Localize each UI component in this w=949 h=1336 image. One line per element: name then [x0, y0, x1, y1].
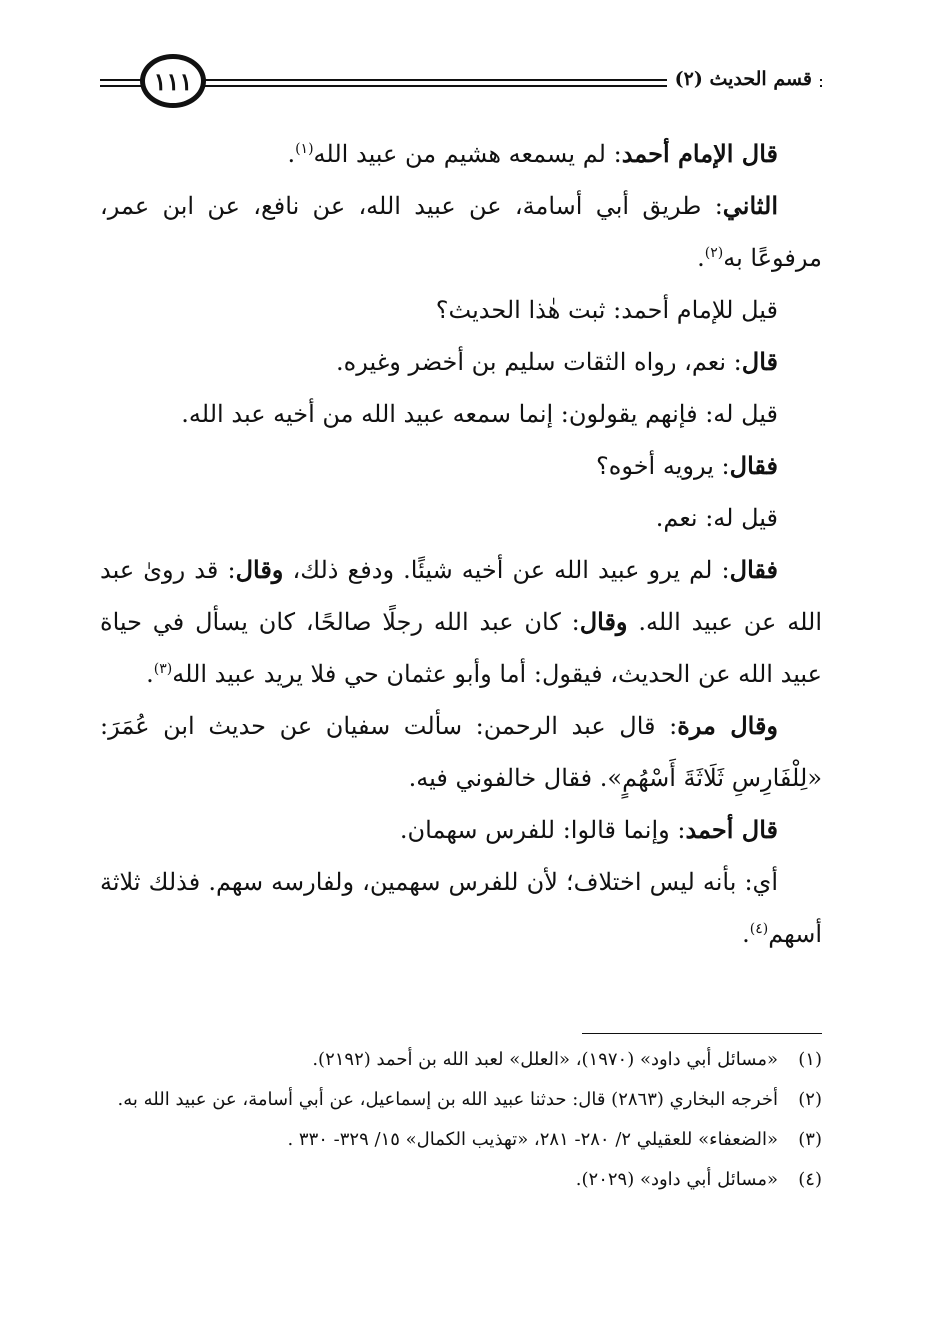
footnote-number: (٤): [798, 1169, 822, 1190]
speaker-label: فقال: [729, 555, 778, 584]
footnote-number: (٣): [798, 1129, 822, 1150]
speaker-label: وقال مرة: [677, 711, 779, 740]
footnote: [100, 1162, 822, 1198]
footnote-number: (٢): [798, 1089, 822, 1110]
footnote-divider: [582, 1033, 822, 1034]
paragraph-6: [100, 440, 822, 492]
paragraph-text: : لم يرو عبيد الله عن أخيه شيئًا. ودفع ذلك،: [283, 556, 730, 584]
paragraph-text: أي: بأنه ليس اختلاف؛ لأن للفرس سهمين، ولفارسه سهم. فذلك ثلاثة أسهم: [100, 868, 822, 948]
footnote-text: أخرجه البخاري (٢٨٦٣) قال: حدثنا عبيد الله بن إسماعيل، عن أبي أسامة، عن عبيد الله به.: [117, 1089, 778, 1110]
running-title: قسم الحديث (٢): [667, 68, 820, 90]
paragraph-text: قيل للإمام أحمد: ثبت هٰذا الحديث؟: [435, 296, 778, 324]
speaker-label: وقال: [579, 607, 628, 636]
paragraph-text: : نعم، رواه الثقات سليم بن أخضر وغيره.: [336, 348, 742, 376]
footnote: [100, 1042, 822, 1078]
speaker-label: قال أحمد: [685, 815, 778, 844]
footnote: [100, 1082, 822, 1118]
paragraph-text: : طريق أبي أسامة، عن عبيد الله، عن نافع، عن ابن عمر، مرفوعًا به: [100, 192, 822, 272]
paragraph-11: [100, 856, 822, 960]
speaker-label: قال: [741, 347, 778, 376]
speaker-label: وقال: [235, 555, 284, 584]
footnote: [100, 1122, 822, 1158]
paragraph-3: [100, 284, 822, 336]
main-text: [100, 128, 822, 960]
paragraph-text: قيل له: فإنهم يقولون: إنما سمعه عبيد الله من أخيه عبد الله.: [181, 400, 778, 428]
footnote-text: «الضعفاء» للعقيلي ٢/ ٢٨٠- ٢٨١، «تهذيب الكمال» ١٥/ ٣٢٩- ٣٣٠ .: [287, 1129, 778, 1150]
footnote-text: «مسائل أبي داود» (١٩٧٠)، «العلل» لعبد الله بن أحمد (٢١٩٢).: [312, 1049, 778, 1070]
footnote-ref: (٤): [749, 921, 769, 937]
speaker-label: قال الإمام أحمد: [621, 139, 778, 168]
paragraph-end: .: [146, 660, 154, 688]
paragraph-9: [100, 700, 822, 804]
paragraph-5: [100, 388, 822, 440]
paragraph-text: : وإنما قالوا: للفرس سهمان.: [399, 816, 686, 844]
paragraph-8: [100, 544, 822, 700]
paragraph-text: : يرويه أخوه؟: [596, 452, 730, 480]
paragraph-10: [100, 804, 822, 856]
page-header: [100, 52, 822, 114]
speaker-label: الثاني: [722, 191, 778, 220]
footnote-ref: (١): [295, 141, 314, 157]
paragraph-1: [100, 128, 822, 180]
paragraph-4: [100, 336, 822, 388]
footnote-ref: (٣): [153, 661, 173, 677]
footnote-number: (١): [798, 1049, 822, 1070]
footnotes: [100, 1042, 822, 1202]
paragraph-end: .: [742, 920, 750, 948]
paragraph-text: : كان عبد الله رجلًا صالحًا، كان يسأل في حياة عبيد الله عن الحديث، فيقول: أما وأبو عثمان حي فلا يريد عبيد الله: [100, 608, 822, 688]
paragraph-end: .: [287, 140, 296, 168]
paragraph-end: .: [697, 244, 705, 272]
paragraph-7: [100, 492, 822, 544]
paragraph-2: [100, 180, 822, 284]
footnote-text: «مسائل أبي داود» (٢٠٢٩).: [575, 1169, 778, 1190]
speaker-label: فقال: [729, 451, 778, 480]
footnote-ref: (٢): [704, 245, 724, 261]
page-number: ١١١: [140, 54, 206, 108]
paragraph-text: قيل له: نعم.: [655, 504, 778, 532]
paragraph-text: : قد روىٰ عبد الله عن عبيد الله.: [100, 556, 822, 636]
paragraph-text: : قال عبد الرحمن: سألت سفيان عن حديث ابن عُمَرَ: «لِلْفَارِسِ ثَلَاثَةَ أَسْهُمٍ». فقال خالفوني فيه.: [100, 712, 822, 792]
paragraph-text: : لم يسمعه هشيم من عبيد الله: [313, 140, 622, 168]
